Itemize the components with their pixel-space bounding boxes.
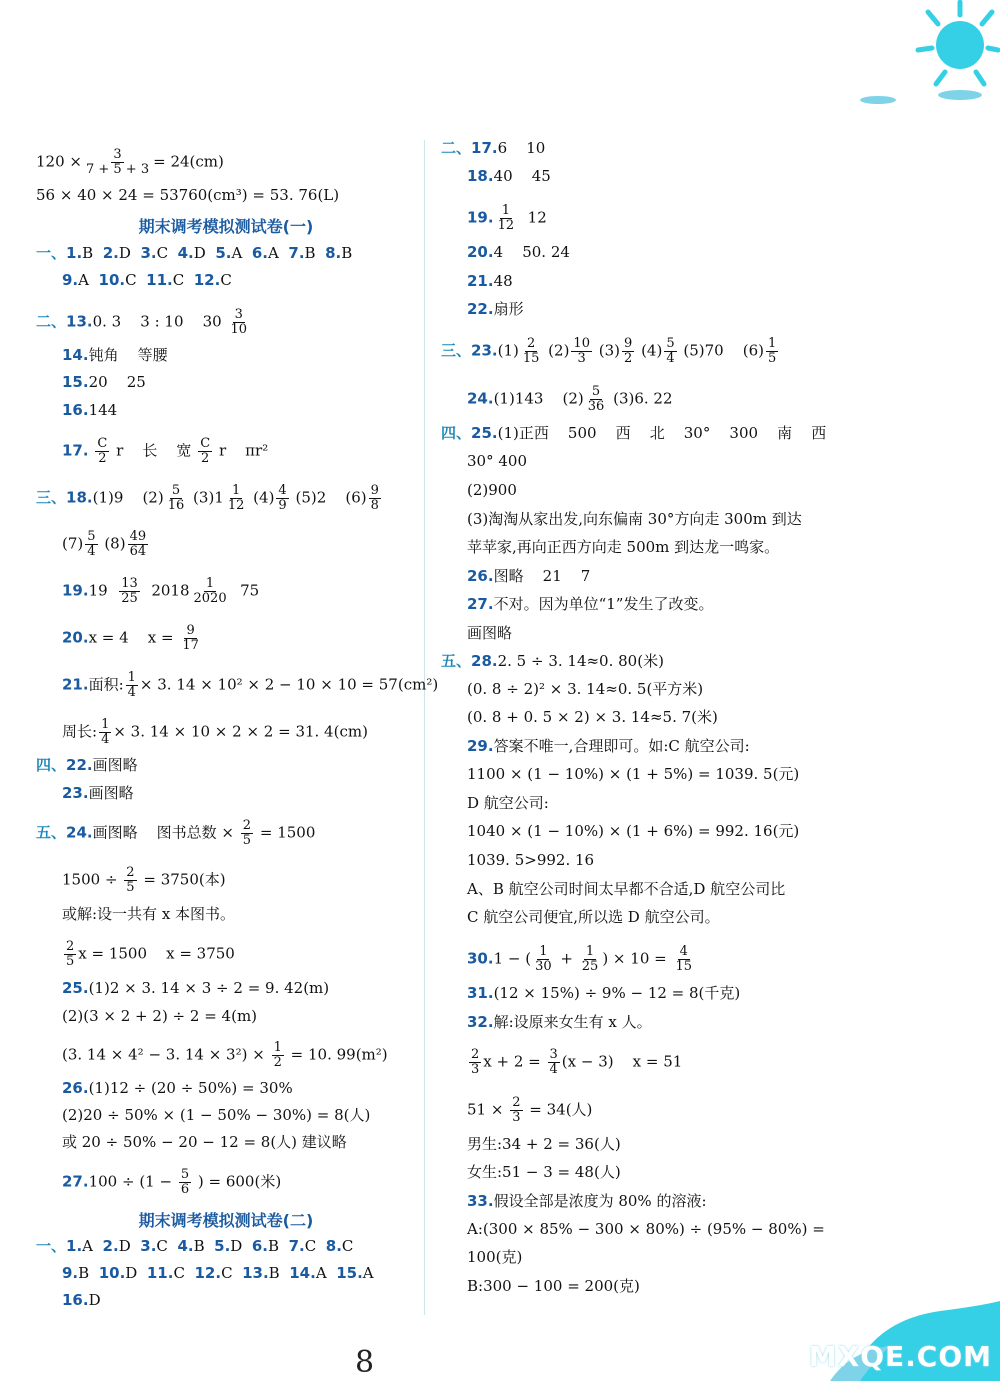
answer-line: $\frac{2}{5}$ x = 1500 x = 3750: [66, 939, 235, 969]
answer-line: 五、28.2. 5 ÷ 3. 14≈0. 80(米): [441, 652, 664, 670]
answer-line: 19.19 $\frac{13}{25}$ 2018 $\frac{1}{2020}$ 75: [62, 576, 260, 606]
answer-line: 14.钝角 等腰: [62, 346, 168, 364]
answer-line: 29.答案不唯一,合理即可。如:C 航空公司:: [467, 737, 750, 755]
column-divider: [424, 140, 425, 1315]
answer-line: 三、23.(1) $\frac{2}{15}$ (2) $\frac{10}{3}$ (3) $\frac{9}{2}$ (4) $\frac{5}{4}$ (5)70 (6) $\frac{1}{5}$: [441, 336, 777, 366]
answer-line: 27.100 ÷ (1 − $\frac{5}{6}$ ) = 600(米): [62, 1167, 282, 1197]
answer-line: B:300 − 100 = 200(克): [467, 1277, 640, 1295]
answer-line: (2)20 ÷ 50% × (1 − 50% − 30%) = 8(人): [62, 1106, 371, 1124]
answer-line: 16.D: [62, 1291, 101, 1309]
answer-line: 二、17.6 10: [441, 139, 546, 157]
answer-line: (0. 8 + 0. 5 × 2) × 3. 14≈5. 7(米): [467, 708, 718, 726]
answer-line: 或 20 ÷ 50% − 20 − 12 = 8(人) 建议略: [62, 1133, 347, 1151]
page-number: 8: [355, 1345, 375, 1380]
answer-line: (0. 8 ÷ 2)² × 3. 14≈0. 5(平方米): [467, 680, 704, 698]
answer-line: 24.(1)143 (2) $\frac{5}{36}$ (3)6. 22: [467, 384, 673, 414]
answer-line: 五、24.画图略 图书总数 × $\frac{2}{5}$ = 1500: [36, 818, 316, 848]
answer-line: 56 × 40 × 24 = 53760(cm³) = 53. 76(L): [36, 186, 340, 204]
answer-line: 23.画图略: [62, 784, 134, 802]
answer-line: 或解:设一共有 x 本图书。: [62, 905, 236, 923]
answer-line: 一、1.A 2.D 3.C 4.B 5.D 6.B 7.C 8.C: [36, 1237, 354, 1255]
answer-line: 17. $\frac{C}{2}$ r 长 宽 $\frac{C}{2}$ r πr²: [62, 436, 269, 466]
answer-line: 26.图略 21 7: [467, 567, 591, 585]
answer-line: 21.48: [467, 272, 513, 290]
answer-line: 1500 ÷ $\frac{2}{5}$ = 3750(本): [62, 865, 226, 895]
sun-icon: [860, 0, 1000, 110]
answer-line: 1039. 5>992. 16: [467, 851, 595, 869]
answer-line: 1040 × (1 − 10%) × (1 + 6%) = 992. 16(元): [467, 822, 800, 840]
answer-line: A:(300 × 85% − 300 × 80%) ÷ (95% − 80%) =: [467, 1220, 825, 1238]
answer-line: 30.1 − ( $\frac{1}{30}$ + $\frac{1}{25}$ ) × 10 = $\frac{4}{15}$: [467, 944, 693, 974]
answer-line: C 航空公司便宜,所以选 D 航空公司。: [467, 908, 720, 926]
answer-line: 25.(1)2 × 3. 14 × 3 ÷ 2 = 9. 42(m): [62, 979, 330, 997]
answer-line: (3. 14 × 4² − 3. 14 × 3²) × $\frac{1}{2}$ = 10. 99(m²): [62, 1040, 388, 1070]
section-title: 期末调考模拟测试卷(二): [138, 1211, 314, 1230]
answer-line: 苹苹家,再向正西方向走 500m 到达龙一鸣家。: [467, 538, 780, 556]
answer-line: 30° 400: [467, 452, 527, 470]
answer-line: (2)900: [467, 481, 517, 499]
answer-line: 32.解:设原来女生有 x 人。: [467, 1013, 652, 1031]
answer-line: 18.40 45: [467, 167, 551, 185]
answer-line: 女生:51 − 3 = 48(人): [467, 1163, 621, 1181]
answer-line: 一、1.B 2.D 3.C 4.D 5.A 6.A 7.B 8.B: [36, 244, 353, 262]
answer-line: D 航空公司:: [467, 794, 549, 812]
answer-line: 100(克): [467, 1248, 523, 1266]
answer-line: 27.不对。因为单位“1”发生了改变。: [467, 595, 714, 613]
answer-line: 20.x = 4 x = $\frac{9}{17}$: [62, 623, 199, 653]
answer-line: 16.144: [62, 401, 118, 419]
answer-line: 26.(1)12 ÷ (20 ÷ 50%) = 30%: [62, 1079, 293, 1097]
answer-line: 画图略: [467, 624, 513, 642]
answer-line: 9.A 10.C 11.C 12.C: [62, 271, 232, 289]
answer-line: 120 × $\frac{3}{7 + 5 + 3}$ = 24(cm): [36, 147, 224, 177]
answer-line: 15.20 25: [62, 373, 146, 391]
answer-line: A、B 航空公司时间太早都不合适,D 航空公司比: [467, 880, 786, 898]
answer-line: (2)(3 × 2 + 2) ÷ 2 = 4(m): [62, 1007, 258, 1025]
answer-line: 四、22.画图略: [36, 756, 138, 774]
answer-line: 9.B 10.D 11.C 12.C 13.B 14.A 15.A: [62, 1264, 374, 1282]
answer-line: (7) $\frac{5}{4}$ (8) $\frac{49}{64}$: [62, 529, 147, 559]
answer-line: 51 × $\frac{2}{3}$ = 34(人): [467, 1095, 593, 1125]
answer-line: 男生:34 + 2 = 36(人): [467, 1135, 621, 1153]
answer-line: 22.扇形: [467, 300, 524, 318]
watermark-text: MXQE.COM: [808, 1340, 992, 1373]
answer-line: 四、25.(1)正西 500 西 北 30° 300 南 西: [441, 424, 827, 442]
answer-line: 20.4 50. 24: [467, 243, 570, 261]
section-title: 期末调考模拟测试卷(一): [138, 217, 314, 236]
answer-line: 二、13.0. 3 3 : 10 30 $\frac{3}{10}$: [36, 307, 247, 337]
answer-line: 21.面积: $\frac{1}{4}$ × 3. 14 × 10² × 2 − 10 × 10 = 57(cm²): [62, 670, 439, 700]
answer-line: 33.假设全部是浓度为 80% 的溶液:: [467, 1192, 707, 1210]
fraction: $\frac{3}{7 + 5 + 3}$: [85, 147, 150, 177]
answer-line: 1100 × (1 − 10%) × (1 + 5%) = 1039. 5(元): [467, 765, 800, 783]
answer-line: 周长: $\frac{1}{4}$ × 3. 14 × 10 × 2 × 2 = 31. 4(cm): [62, 717, 368, 747]
answer-line: 31.(12 × 15%) ÷ 9% − 12 = 8(千克): [467, 984, 741, 1002]
answer-line: (3)淘淘从家出发,向东偏南 30°方向走 300m 到达: [467, 510, 802, 528]
answer-line: 19. $\frac{1}{12}$ 12: [467, 203, 547, 233]
answer-line: 三、18.(1)9 (2) $\frac{5}{16}$ (3)1 $\frac{1}{12}$ (4) $\frac{4}{9}$ (5)2 (6) $\frac{9}{8}$: [36, 483, 379, 513]
answer-line: $\frac{2}{3}$ x + 2 = $\frac{3}{4}$ (x − 3) x = 51: [471, 1047, 683, 1077]
